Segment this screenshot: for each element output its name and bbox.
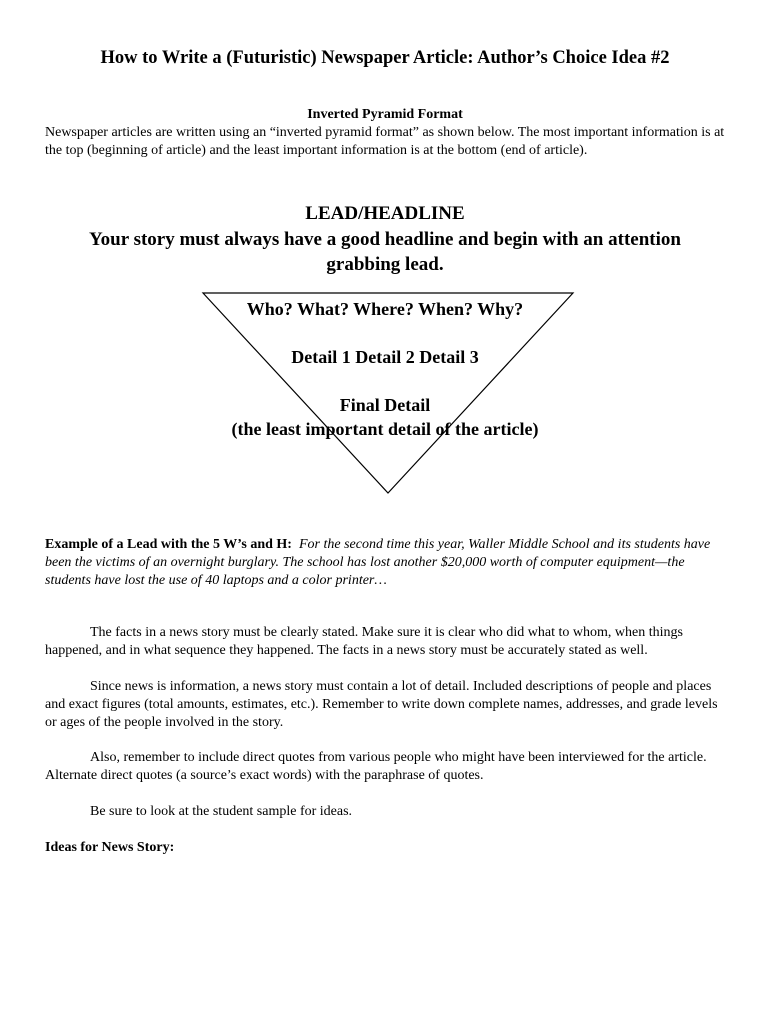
- ideas-heading: Ideas for News Story:: [45, 840, 175, 855]
- paragraph-detail-text: Since news is information, a news story must contain a lot of detail. Included descriptions of people and places and exact figures (total amounts, estimates, etc.). Remember to write down complete names, addresses, and grade levels or ages of the people involved in the story.: [45, 679, 718, 730]
- lead-heading: LEAD/HEADLINE: [305, 203, 465, 224]
- paragraph-detail: [45, 678, 729, 732]
- pyramid-line-final-detail: Final Detail: [339, 395, 431, 415]
- lead-example: [45, 536, 725, 590]
- pyramid-line-details: Detail 1 Detail 2 Detail 3: [291, 347, 479, 367]
- lead-description: Your story must always have a good headline and begin with an attention grabbing lead.: [89, 229, 681, 275]
- page-title: How to Write a (Futuristic) Newspaper Article: Author’s Choice Idea #2: [100, 48, 670, 68]
- paragraph-quotes-text: Also, remember to include direct quotes from various people who might have been interviewed for the article. Alternate direct quotes (a source’s exact words) with the paraphrase of quotes.: [45, 750, 707, 783]
- pyramid-section-heading: Inverted Pyramid Format: [307, 107, 463, 122]
- lead-example-text: For the second time this year, Waller Middle School and its students have been the victims of an overnight burglary. The school has lost another $20,000 worth of computer equipment—the students have lost the use of 40 laptops and a color printer…: [45, 537, 711, 588]
- lead-example-label: Example of a Lead with the 5 W’s and H:: [45, 537, 292, 552]
- paragraph-sample-text: Be sure to look at the student sample for ideas.: [90, 804, 353, 819]
- paragraph-quotes: [45, 749, 729, 785]
- pyramid-intro-text: Newspaper articles are written using an “inverted pyramid format” as shown below. The most important information is at the top (beginning of article) and the least important information is at the bottom (end of article).: [45, 125, 725, 158]
- paragraph-facts-text: The facts in a news story must be clearly stated. Make sure it is clear who did what to whom, when things happened, and in what sequence they happened. The facts in a news story must be accurately stated as well.: [45, 625, 683, 658]
- paragraph-sample: [45, 803, 729, 821]
- paragraph-facts: [45, 624, 729, 660]
- pyramid-line-least-important: (the least important detail of the article): [231, 419, 539, 439]
- pyramid-line-5w: Who? What? Where? When? Why?: [246, 299, 524, 319]
